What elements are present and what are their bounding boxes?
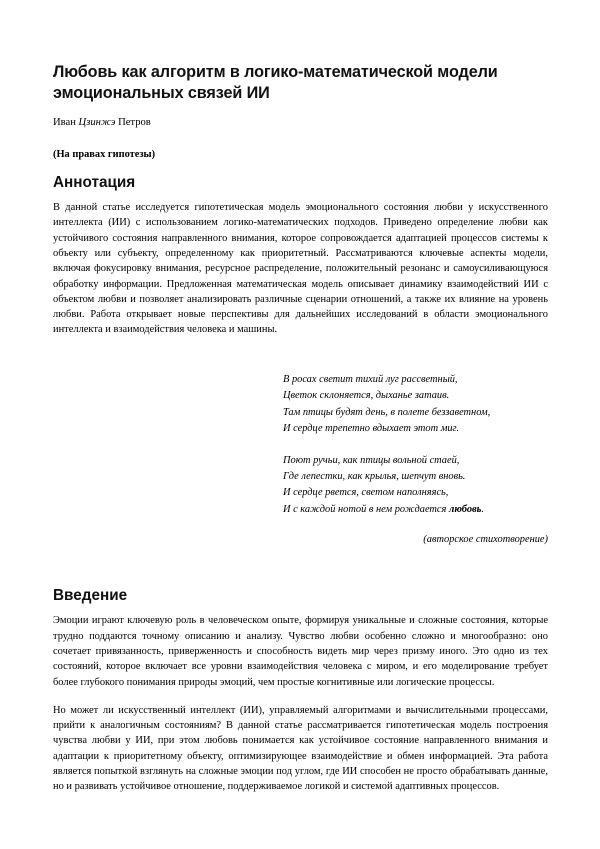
poem-line: Где лепестки, как крылья, шепчут вновь.	[283, 470, 466, 482]
hypothesis-note: (На правах гипотезы)	[53, 148, 156, 160]
introduction-paragraph-one: Эмоции играют ключевую роль в человеческом опыте, формируя уникальные и сложные состояния, которые трудно поддаются точному описанию и анализу. Чувство любви особенно сложно и многообразно: оно сочетает привязанность, приверженность и способность видеть мир через призму иного. Это одно из тех состояний, которое включает все уровни взаимодействия человека с миром, и его моделирование требует более глубокого понимания природы эмоций, чем простые когнитивные или логические процессы.	[53, 615, 548, 688]
introduction-heading: Введение	[53, 587, 128, 605]
author-middle-name: Цзинжэ	[78, 117, 116, 129]
introduction-section	[53, 587, 548, 794]
poem-line: Там птицы будят день, в полете беззаветном,	[283, 406, 491, 418]
poem-stanza-one	[283, 372, 548, 438]
author-byline	[53, 116, 548, 131]
poem-line-suffix: .	[481, 503, 485, 515]
poem-line-prefix: И с каждой нотой в нем рождается	[283, 503, 449, 515]
abstract-heading: Аннотация	[53, 173, 136, 191]
page-title: Любовь как алгоритм в логико-математической модели эмоциональных связей ИИ	[53, 63, 498, 103]
poem-credit: (авторское стихотворение)	[423, 534, 548, 546]
poem-line: Поют ручьи, как птицы вольной стаей,	[283, 454, 460, 466]
author-first-name: Иван	[53, 117, 76, 129]
abstract-section	[53, 174, 548, 338]
poem-section	[53, 372, 548, 546]
poem-stanza-two	[283, 453, 548, 519]
author-last-name: Петров	[118, 117, 151, 129]
introduction-paragraph-two: Но может ли искусственный интеллект (ИИ), управляемый алгоритмами и вычислительными процессами, прийти к аналогичным состояниям? В данной статье рассматривается гипотетическая модель построения чувства любви у ИИ, при этом любовь понимается как устойчивое состояние направленного внимания и адаптации к приоритетному объекту, оптимизирующее взаимодействие и обмен информацией. Эта работа является попыткой взглянуть на сложные эмоции под углом, где ИИ способен не просто обрабатывать данные, но и развивать устойчивое отношение, поддерживаемое логикой и системой адаптивных процессов.	[53, 704, 548, 793]
abstract-paragraph: В данной статье исследуется гипотетическая модель эмоционального состояния любви у искусственного интеллекта (ИИ) с использованием логико-математических подходов. Приведено определение любви как устойчивого состояния направленного внимания, которое сопровождается адаптацией процессов системы к объекту или субъекту, определенному как приоритетный. Рассматриваются ключевые аспекты модели, включая фокусировку внимания, ресурсное распределение, положительный резонанс и самоусиливающуюся обработку информации. Предложенная математическая модель описывает динамику взаимодействий ИИ с объектом любви и позволяет анализировать различные сценарии отношений, а также их влияние на уровень любви. Работа открывает новые перспективы для дальнейших исследований в области эмоционального интеллекта и взаимодействия человека и машины.	[53, 201, 548, 336]
poem-line: И сердце рвется, светом наполняясь,	[283, 487, 449, 499]
poem-line: Цветок склоняется, дыханье затаив.	[283, 390, 450, 402]
poem-line: И сердце трепетно вдыхает этот миг.	[283, 423, 460, 435]
poem-line: В росах светит тихий луг рассветный,	[283, 373, 458, 385]
poem-emphasis-word: любовь	[448, 503, 482, 515]
